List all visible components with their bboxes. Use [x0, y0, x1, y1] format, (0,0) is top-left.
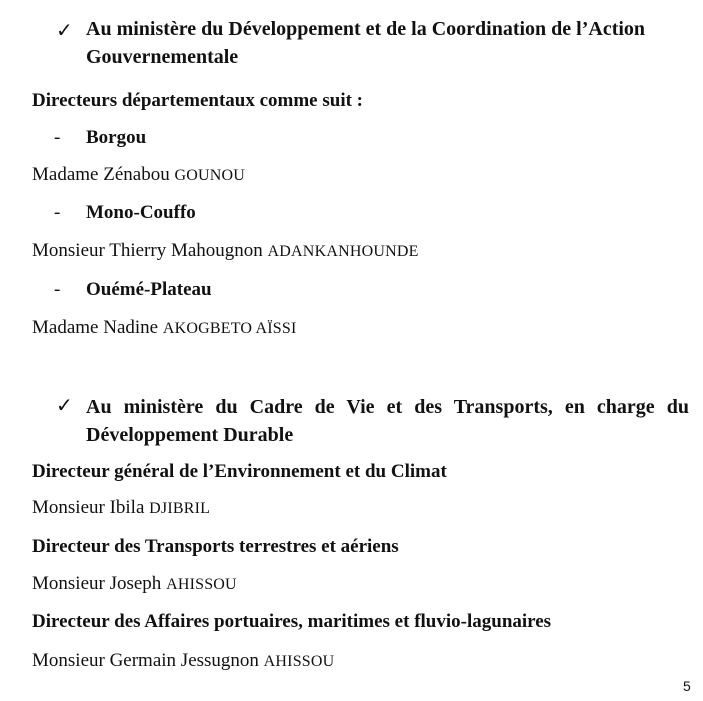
appointee-last-name: AKOGBETO AÏSSI: [162, 320, 297, 337]
appointee-borgou: [32, 164, 245, 186]
appointee-first-name: Monsieur Germain Jessugnon: [32, 650, 259, 671]
appointee-port-affairs: [32, 650, 334, 672]
appointee-last-name: ADANKANHOUNDE: [267, 243, 419, 260]
appointee-first-name: Monsieur Ibila: [32, 497, 145, 518]
position-title-transports: Directeur des Transports terrestres et aériens: [32, 536, 399, 557]
directors-subheading: Directeurs départementaux comme suit :: [32, 90, 364, 111]
appointee-last-name: DJIBRIL: [149, 500, 211, 517]
position-title-port-affairs: Directeur des Affaires portuaires, maritimes et fluvio-lagunaires: [32, 611, 552, 632]
department-name-oueme-plateau: Ouémé-Plateau: [86, 279, 212, 300]
dash-bullet: -: [54, 202, 61, 223]
ministry-heading-1-line-2: Gouvernementale: [86, 46, 239, 68]
appointee-last-name: GOUNOU: [174, 167, 245, 184]
position-title-environment: Directeur général de l’Environnement et du Climat: [32, 461, 447, 482]
ministry-heading-1-line-1: Au ministère du Développement et de la Coordination de l’Action: [86, 18, 646, 40]
appointee-first-name: Madame Nadine: [32, 317, 159, 338]
appointee-transports: [32, 573, 237, 595]
ministry-heading-2: Au ministère du Cadre de Vie et des Transports, en charge du Développement Durable: [86, 396, 689, 446]
appointee-last-name: AHISSOU: [166, 576, 237, 593]
checkmark-icon: ✓: [56, 20, 73, 42]
department-name-mono-couffo: Mono-Couffo: [86, 202, 196, 223]
department-name-borgou: Borgou: [86, 127, 147, 148]
appointee-last-name: AHISSOU: [263, 653, 335, 670]
page-number: 5: [683, 678, 691, 694]
appointee-oueme-plateau: [32, 317, 296, 339]
dash-bullet: -: [54, 279, 61, 300]
appointee-first-name: Monsieur Joseph: [32, 573, 162, 594]
appointee-mono-couffo: [32, 240, 419, 262]
appointee-first-name: Monsieur Thierry Mahougnon: [32, 240, 263, 261]
appointee-first-name: Madame Zénabou: [32, 164, 170, 185]
dash-bullet: -: [54, 127, 61, 148]
appointee-environment: [32, 497, 210, 519]
checkmark-icon: ✓: [56, 395, 73, 417]
